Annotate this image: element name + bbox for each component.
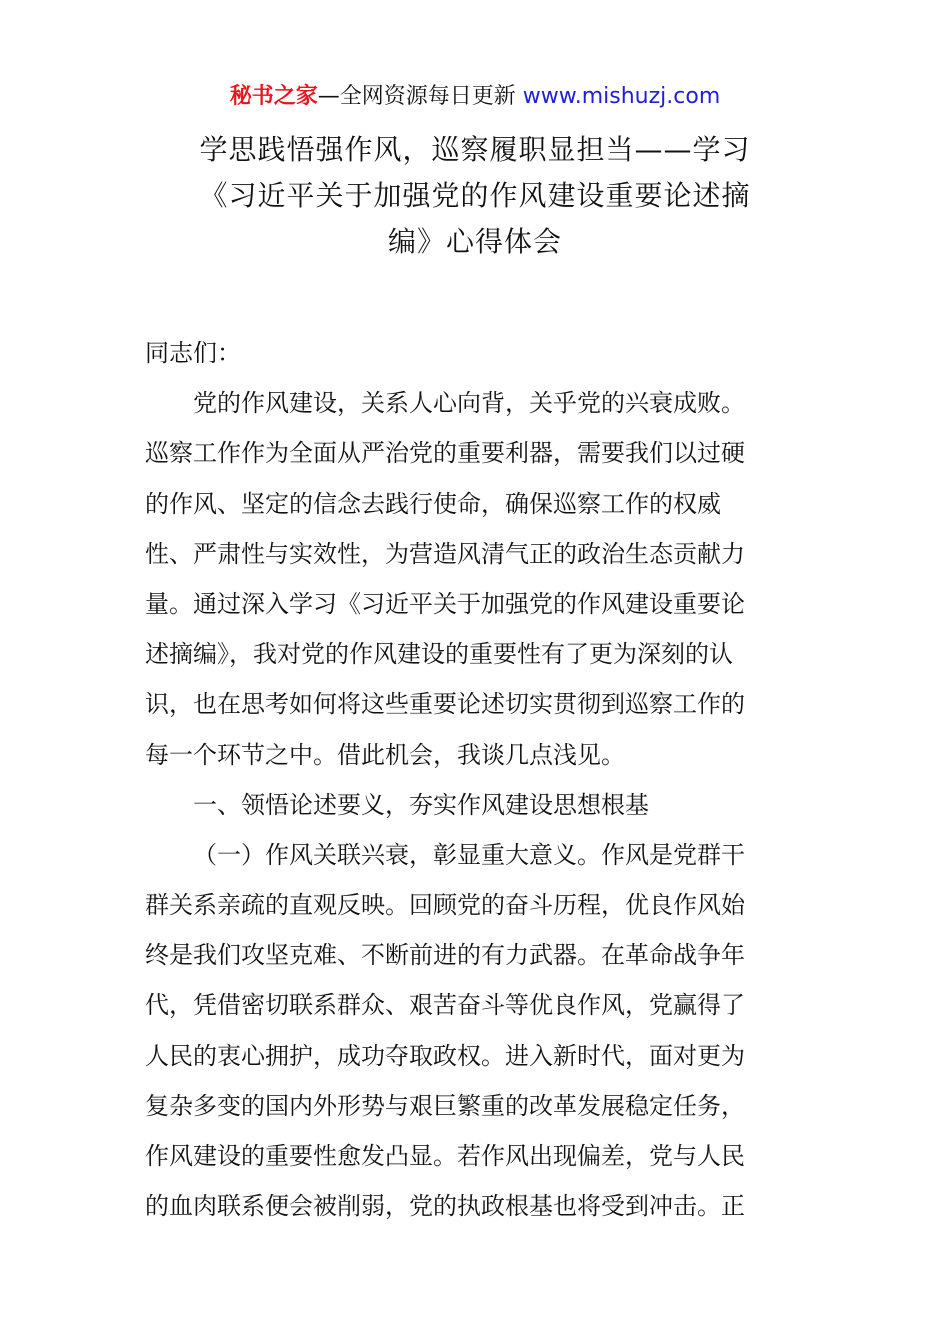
paragraph-line: 巡察工作作为全面从严治党的重要利器，需要我们以过硬 — [145, 439, 745, 468]
title-line: 学思践悟强作风，巡察履职显担当——学习 — [199, 133, 751, 166]
paragraph-line: 的血肉联系便会被削弱，党的执政根基也将受到冲击。正 — [145, 1192, 745, 1221]
paragraph-line: 作风建设的重要性愈发凸显。若作风出现偏差，党与人民 — [145, 1142, 745, 1170]
document-title — [140, 127, 810, 265]
paragraph-line: （一）作风关联兴衰，彰显重大意义。作风是党群干 — [193, 840, 745, 869]
section-heading: 一、领悟论述要义，夯实作风建设思想根基 — [193, 790, 649, 819]
paragraph-line: 代，凭借密切联系群众、艰苦奋斗等优良作风，党赢得了 — [145, 991, 745, 1020]
title-line: 编》心得体会 — [387, 225, 562, 258]
paragraph-line: 党的作风建设，关系人心向背，关乎党的兴衰成败。 — [193, 389, 745, 418]
paragraph-line: 量。通过深入学习《习近平关于加强党的作风建设重要论 — [145, 589, 745, 618]
site-header — [0, 82, 950, 112]
paragraph-line: 终是我们攻坚克难、不断前进的有力武器。在革命战争年 — [145, 941, 745, 970]
paragraph-line: 识，也在思考如何将这些重要论述切实贯彻到巡察工作的 — [145, 690, 745, 719]
header-tagline: —全网资源每日更新 — [317, 84, 523, 109]
paragraph-line: 人民的衷心拥护，成功夺取政权。进入新时代，面对更为 — [145, 1041, 745, 1070]
paragraph-line: 述摘编》，我对党的作风建设的重要性有了更为深刻的认 — [145, 640, 733, 669]
paragraph-line: 每一个环节之中。借此机会，我谈几点浅见。 — [145, 740, 625, 769]
title-line: 《习近平关于加强党的作风建设重要论述摘 — [199, 179, 751, 212]
document-body — [145, 328, 815, 1231]
paragraph-line: 群关系亲疏的直观反映。回顾党的奋斗历程，优良作风始 — [145, 891, 745, 920]
paragraph-line: 复杂多变的国内外形势与艰巨繁重的改革发展稳定任务， — [145, 1091, 745, 1120]
brand-name: 秘书之家 — [229, 84, 318, 109]
salutation: 同志们： — [145, 339, 241, 367]
site-url[interactable]: www.mishuzj.com — [522, 84, 721, 109]
paragraph-line: 性、严肃性与实效性，为营造风清气正的政治生态贡献力 — [145, 539, 745, 568]
paragraph-line: 的作风、坚定的信念去践行使命，确保巡察工作的权威 — [145, 489, 721, 518]
